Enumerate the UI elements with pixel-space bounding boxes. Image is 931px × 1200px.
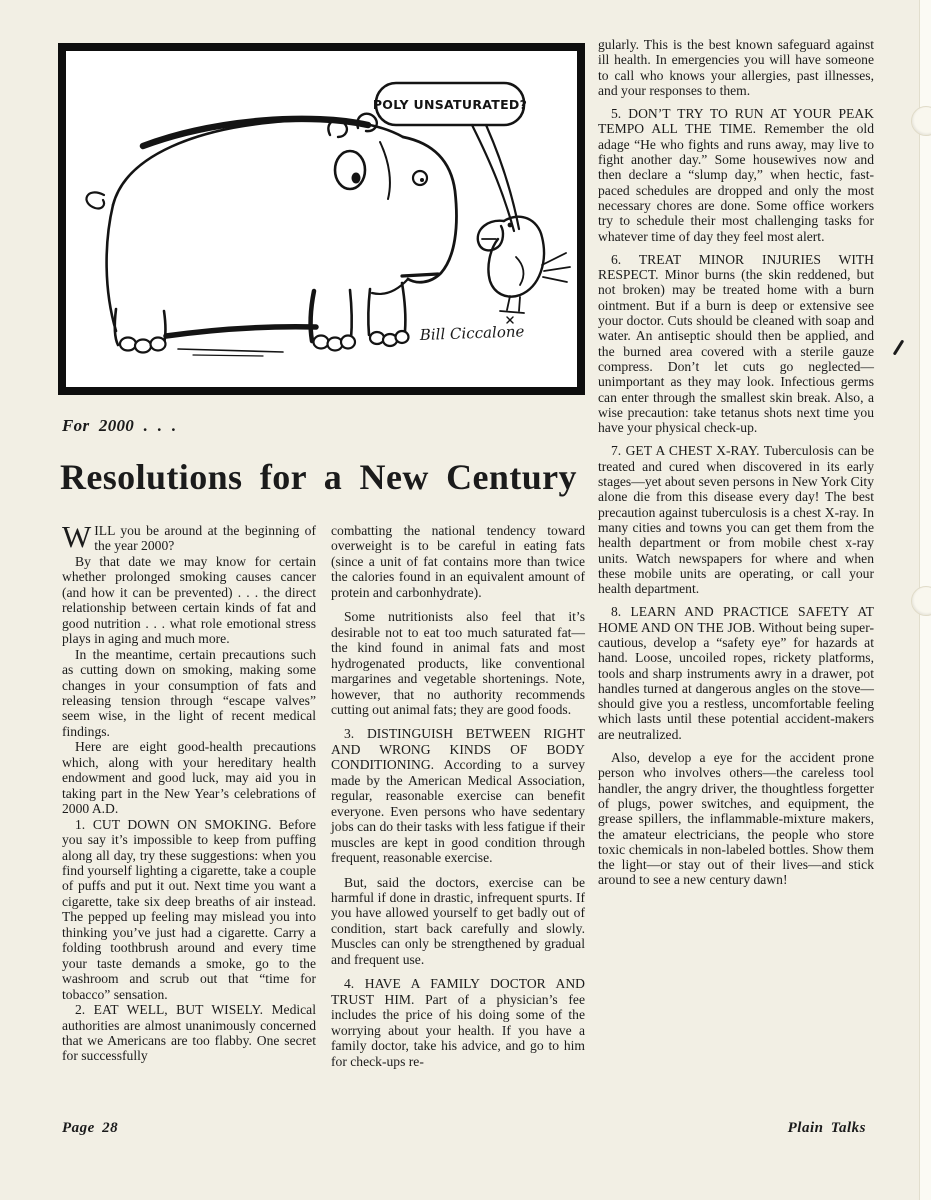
paragraph: But, said the doctors, exercise can be harmful if done in drastic, infrequent spurts. If you have allowed yourself to get badly out of condition, start back carefully and slowly. Muscles can only be strengthened by gradual and frequent use. [331,874,585,967]
paragraph: 1. CUT DOWN ON SMOKING. Before you say it’s impossible to keep from puffing along all day, try these suggestions: when you find yourself lighting a cigarette, take a couple of puffs and put it out. Next time you want a cigarette, take six deep breaths of air instead. The pepped up feeling may mislead you into thinking you’ve just had a cigarette. Carry a folding toothbrush around and every time your taste demands a smoke, go to the washroom and scrub out that “time for tobacco” sensation. [62,816,316,1002]
paragraph: 4. HAVE A FAMILY DOCTOR AND TRUST HIM. Part of a physician’s fee includes the price of his doing some of the worrying about your health. If you have a family doctor, take his advice, and go to him for check-ups re- [331,976,585,1069]
paragraph: combatting the national tendency toward overweight is to be careful in eating fats (since a unit of fat contains more than twice the calories found in an equivalent amount of protein and carbonhydrate). [331,523,585,600]
publication-name: Plain Talks [787,1120,866,1136]
paragraph: 7. GET A CHEST X-RAY. Tuberculosis can be treated and cured when discovered in its early stages—yet about seven persons in New York City alone die from this disease every day! The best precaution against tuberculosis is a chest X-ray. In many cities and towns you can get them from the health department or from mobile chest x-ray units. Watch newspapers for where and when these mobile units are operating, or call your health department. [598,443,874,597]
column-3 [598,37,874,896]
paragraph: 8. LEARN AND PRACTICE SAFETY AT HOME AND ON THE JOB. Without being super-cautious, develop a “safety eye” for hazards at hand. Loose, uncoiled ropes, rickety platforms, tools and sharp instruments awry in a drawer, pot handles turned at dangerous angles on the stove—should give you a restless, uncomfortable feeling which lasts until these potential accident-makers are neutralized. [598,604,874,742]
column-2 [331,523,585,1078]
paragraph: By that date we may know for certain whether prolonged smoking causes cancer (and how it can be prevented) . . . the direct relationship between certain kinds of fat and good nutrition . . . what role emotional stress plays in aging and much more. [62,553,316,647]
page-number: Page 28 [62,1120,119,1136]
hippo-cartoon-svg [58,43,585,395]
article-body [62,519,585,1078]
paragraph: Here are eight good-health precautions which, along with your hereditary health endowment and good luck, may aid you in taking part in the New Year’s celebrations of 2000 A.D. [62,739,316,817]
drop-cap: W [62,519,92,554]
article-kicker: For 2000 . . . [62,416,177,435]
paragraph: 5. DON’T TRY TO RUN AT YOUR PEAK TEMPO ALL THE TIME. Remember the old adage “He who fights and runs away, may live to fight another day.” Some housewives now and then declare a “slump day,” when hectic, fast-paced schedules are dropped and only the most necessary chores are done. Some office workers try to schedule their most challenging tasks for whatever time of day they feel most alert. [598,106,874,244]
punch-hole [911,106,931,136]
speech-bubble-text: POLY UNSATURATED? [372,97,528,112]
page-title: Resolutions for a New Century [60,457,577,497]
hippo-cartoon [58,43,585,395]
paragraph: Also, develop a eye for the accident prone person who involves others—the careless tool handler, the angry driver, the thoughtless forgetter of plugs, power switches, and equipment, the grease spillers, the inflammable-mixture makers, the amateur electricians, the people who store toxic chemicals in non-labeled bottles. Show them the light—or stay out of their lives—and stick around to see a new century dawn! [598,750,874,888]
punch-hole [911,586,931,616]
paragraph: gularly. This is the best known safeguard against ill health. In emergencies you will have someone to call who knows your allergies, past illnesses, and your responses to them. [598,37,874,98]
scan-mark [893,339,905,355]
paragraph: 6. TREAT MINOR INJURIES WITH RESPECT. Minor burns (the skin reddened, but not broken) may be treated home with a burn ointment. But if a burn is deep or extensive see your doctor. Cuts should be cleaned with soap and water. An antiseptic should then be applied, and the burned area covered with a sterile gauze compress. Don’t let cuts go neglected—unimportant as they may look. Infectious germs can enter through the smallest skin break. Also, a wise precaution: take tetanus shots next time you have your physical check-up. [598,251,874,436]
paragraph: In the meantime, certain precautions such as cutting down on smoking, making some changes in your consumption of fats and releasing tension through “escape valves” seem wise, in the light of recent medical findings. [62,646,316,739]
paragraph: 2. EAT WELL, BUT WISELY. Medical authorities are almost unanimously concerned that we Americans are too flabby. One secret for successfully [62,1002,316,1064]
paragraph: 3. DISTINGUISH BETWEEN RIGHT AND WRONG KINDS OF BODY CONDITIONING. According to a survey made by the American Medical Association, regular, reasonable exercise can benefit everyone. Even persons who have sedentary jobs can do their tasks with less fatigue if their muscles are kept in good condition through frequent, reasonable exercise. [331,726,585,866]
lead-paragraph [62,519,316,554]
lead-text: ILL you be around at the beginning of the year 2000? [94,523,316,554]
column-1 [62,519,316,1078]
paragraph: Some nutritionists also feel that it’s desirable not to eat too much saturated fat—the kind found in animal fats and most hydrogenated products, like conventional margarines and vegetable shortenings. Note, however, that no authority recommends cutting out animal fats; they are good foods. [331,609,585,717]
cartoonist-signature: Bill Ciccalone [419,322,525,344]
